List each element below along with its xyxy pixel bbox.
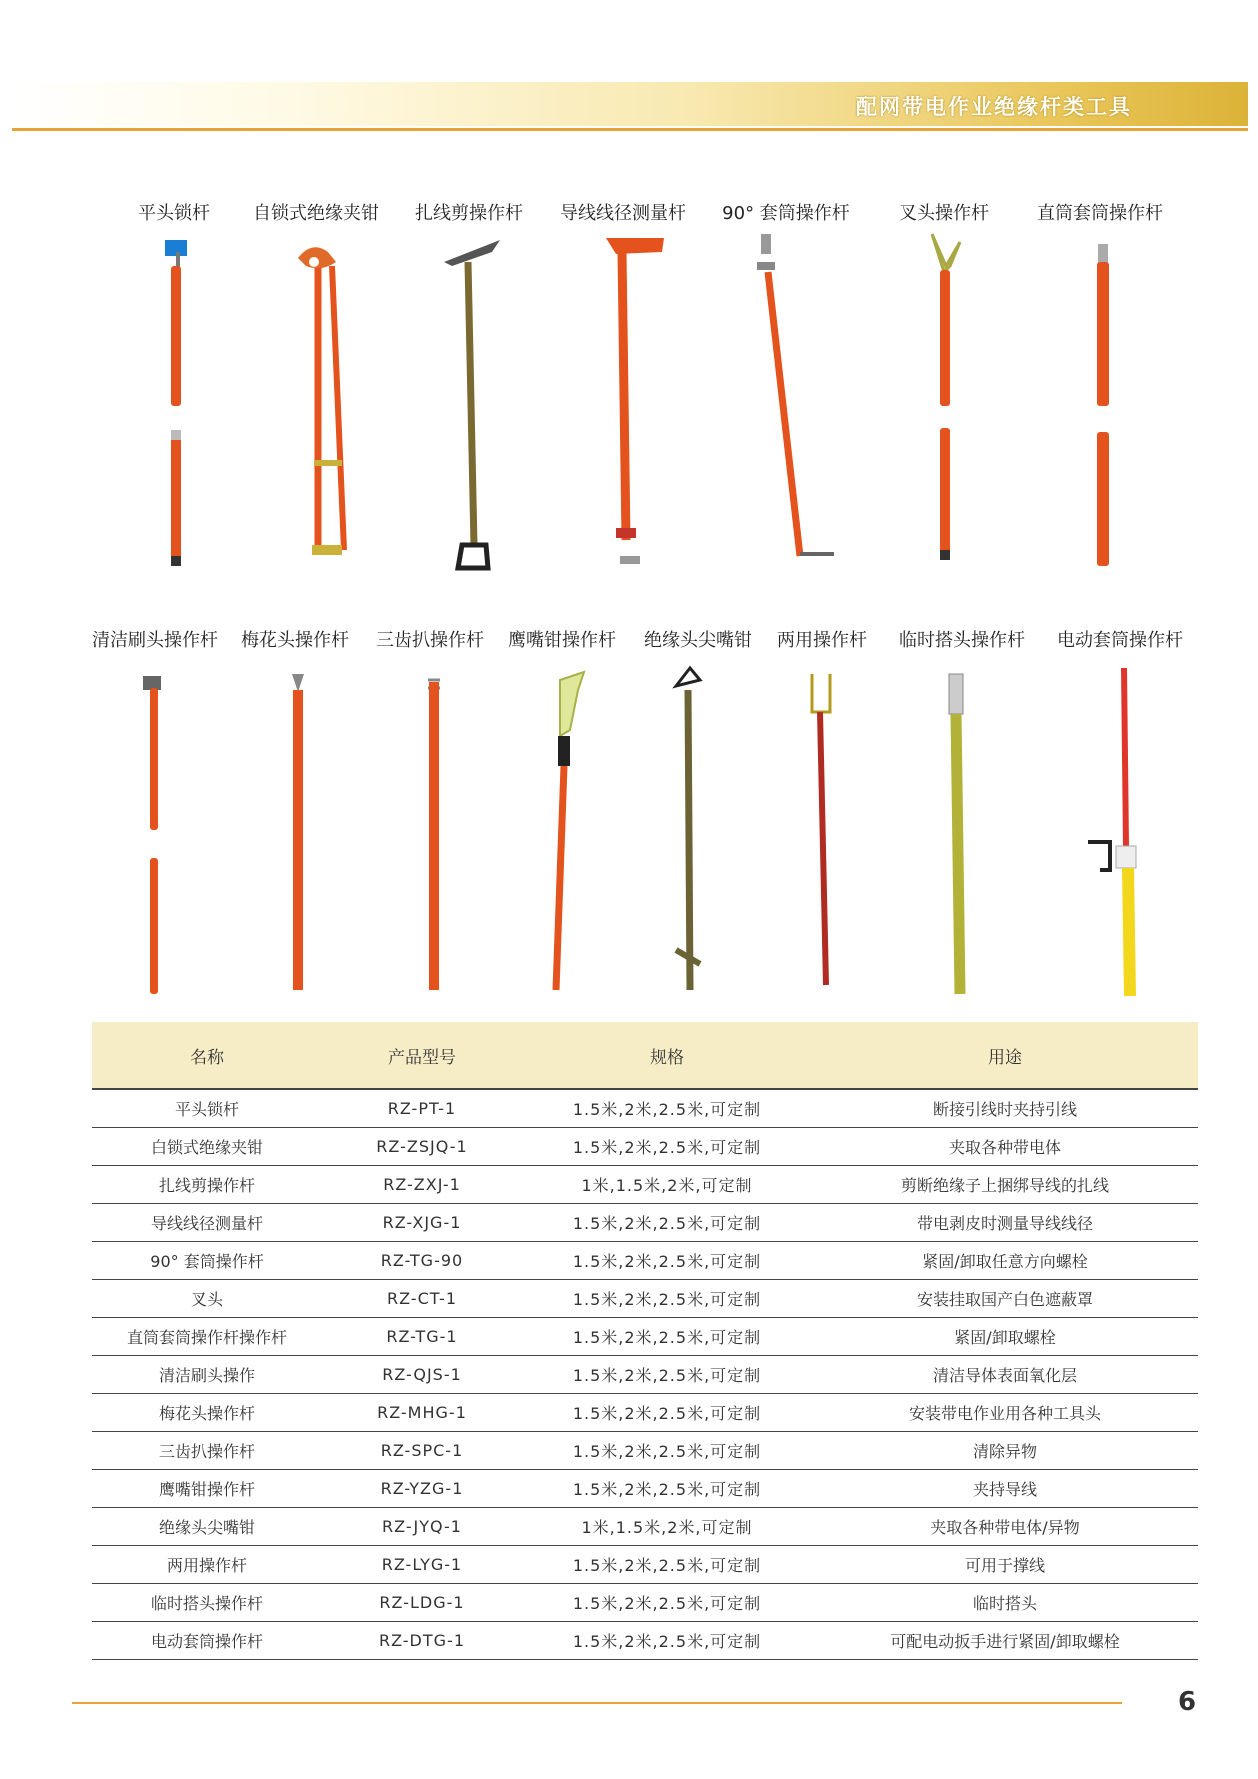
zaxianjian-caozuogan-tool bbox=[444, 240, 500, 568]
cell-spec: 1.5米,2米,2.5米,可定制 bbox=[522, 1242, 812, 1280]
cell-model: RZ-MHG-1 bbox=[322, 1394, 522, 1432]
table-row bbox=[92, 1242, 1198, 1280]
row1-label-pingtou: 平头锁杆 bbox=[138, 203, 210, 224]
chatou-caozuogan-tool bbox=[932, 234, 960, 560]
cell-name: 鹰嘴钳操作杆 bbox=[92, 1470, 322, 1508]
cell-model: RZ-TG-90 bbox=[322, 1242, 522, 1280]
cell-use: 清除异物 bbox=[812, 1432, 1198, 1470]
cell-model: RZ-JYQ-1 bbox=[322, 1508, 522, 1546]
cell-use: 夹取各种带电体 bbox=[812, 1128, 1198, 1166]
qingjie-shuatou-tool bbox=[143, 676, 161, 994]
cell-use: 安装带电作业用各种工具头 bbox=[812, 1394, 1198, 1432]
cell-model: RZ-TG-1 bbox=[322, 1318, 522, 1356]
cell-name: 直筒套筒操作杆操作杆 bbox=[92, 1318, 322, 1356]
table-row bbox=[92, 1394, 1198, 1432]
table-row bbox=[92, 1280, 1198, 1318]
cell-use: 可配电动扳手进行紧固/卸取螺栓 bbox=[812, 1622, 1198, 1660]
liangyong-caozuogan-tool bbox=[812, 674, 830, 985]
cell-model: RZ-XJG-1 bbox=[322, 1204, 522, 1242]
cell-use: 可用于撑线 bbox=[812, 1546, 1198, 1584]
zisuo-jiaqian-tool bbox=[298, 247, 344, 555]
col-header-spec: 规格 bbox=[522, 1022, 812, 1089]
cell-name: 两用操作杆 bbox=[92, 1546, 322, 1584]
cell-spec: 1.5米,2米,2.5米,可定制 bbox=[522, 1584, 812, 1622]
cell-spec: 1.5米,2米,2.5米,可定制 bbox=[522, 1204, 812, 1242]
page-header-title: 配网带电作业绝缘杆类工具 bbox=[856, 95, 1132, 119]
cell-use: 临时搭头 bbox=[812, 1584, 1198, 1622]
row1-label-zhitong: 直筒套筒操作杆 bbox=[1037, 203, 1163, 224]
cell-model: RZ-ZXJ-1 bbox=[322, 1166, 522, 1204]
cell-spec: 1.5米,2米,2.5米,可定制 bbox=[522, 1356, 812, 1394]
row2-label-diandong: 电动套筒操作杆 bbox=[1057, 630, 1183, 651]
table-row bbox=[92, 1089, 1198, 1128]
row1-label-chatou: 叉头操作杆 bbox=[899, 203, 989, 224]
cell-model: RZ-SPC-1 bbox=[322, 1432, 522, 1470]
jueyuan-jianzuiqian-tool bbox=[676, 668, 700, 990]
cell-spec: 1.5米,2米,2.5米,可定制 bbox=[522, 1394, 812, 1432]
cell-use: 夹取各种带电体/异物 bbox=[812, 1508, 1198, 1546]
row1-label-zisuo: 自锁式绝缘夹钳 bbox=[253, 203, 379, 224]
table-row bbox=[92, 1508, 1198, 1546]
cell-spec: 1.5米,2米,2.5米,可定制 bbox=[522, 1622, 812, 1660]
row1-label-celiang: 导线线径测量杆 bbox=[560, 203, 686, 224]
col-header-use: 用途 bbox=[812, 1022, 1198, 1089]
cell-spec: 1.5米,2米,2.5米,可定制 bbox=[522, 1470, 812, 1508]
cell-name: 扎线剪操作杆 bbox=[92, 1166, 322, 1204]
cell-name: 绝缘头尖嘴钳 bbox=[92, 1508, 322, 1546]
table-row bbox=[92, 1546, 1198, 1584]
yingzui-qian-tool bbox=[556, 672, 584, 990]
cell-use: 断接引线时夹持引线 bbox=[812, 1089, 1198, 1128]
col-header-model: 产品型号 bbox=[322, 1022, 522, 1089]
cell-spec: 1.5米,2米,2.5米,可定制 bbox=[522, 1318, 812, 1356]
linshi-datou-tool bbox=[949, 674, 963, 994]
table-header-row bbox=[92, 1022, 1198, 1089]
xianjing-celiang-tool bbox=[606, 238, 664, 564]
table-row bbox=[92, 1128, 1198, 1166]
table-row bbox=[92, 1204, 1198, 1242]
table-row bbox=[92, 1584, 1198, 1622]
row2-label-qingjie: 清洁刷头操作杆 bbox=[92, 630, 218, 651]
spec-table bbox=[92, 1022, 1198, 1660]
cell-spec: 1米,1.5米,2米,可定制 bbox=[522, 1166, 812, 1204]
row1-label-90taotong: 90° 套筒操作杆 bbox=[722, 203, 850, 224]
row2-label-linshi: 临时搭头操作杆 bbox=[899, 630, 1025, 651]
cell-model: RZ-LYG-1 bbox=[322, 1546, 522, 1584]
row2-label-jianzui: 绝缘头尖嘴钳 bbox=[644, 630, 752, 651]
cell-spec: 1.5米,2米,2.5米,可定制 bbox=[522, 1128, 812, 1166]
cell-use: 安装挂取国产白色遮蔽罩 bbox=[812, 1280, 1198, 1318]
cell-name: 三齿扒操作杆 bbox=[92, 1432, 322, 1470]
cell-name: 90° 套筒操作杆 bbox=[92, 1242, 322, 1280]
meihuatou-tool bbox=[292, 674, 304, 990]
row1-label-zaxianjian: 扎线剪操作杆 bbox=[415, 203, 523, 224]
table-row bbox=[92, 1166, 1198, 1204]
cell-use: 剪断绝缘子上捆绑导线的扎线 bbox=[812, 1166, 1198, 1204]
cell-model: RZ-QJS-1 bbox=[322, 1356, 522, 1394]
row2-label-meihua: 梅花头操作杆 bbox=[241, 630, 349, 651]
page-number: 6 bbox=[1178, 1687, 1197, 1717]
cell-use: 清洁导体表面氧化层 bbox=[812, 1356, 1198, 1394]
cell-spec: 1.5米,2米,2.5米,可定制 bbox=[522, 1280, 812, 1318]
table-row bbox=[92, 1318, 1198, 1356]
cell-name: 电动套筒操作杆 bbox=[92, 1622, 322, 1660]
cell-spec: 1.5米,2米,2.5米,可定制 bbox=[522, 1546, 812, 1584]
table-row bbox=[92, 1432, 1198, 1470]
cell-use: 带电剥皮时测量导线线径 bbox=[812, 1204, 1198, 1242]
cell-name: 平头锁杆 bbox=[92, 1089, 322, 1128]
cell-name: 梅花头操作杆 bbox=[92, 1394, 322, 1432]
col-header-name: 名称 bbox=[92, 1022, 322, 1089]
cell-model: RZ-YZG-1 bbox=[322, 1470, 522, 1508]
cell-model: RZ-CT-1 bbox=[322, 1280, 522, 1318]
cell-spec: 1.5米,2米,2.5米,可定制 bbox=[522, 1089, 812, 1128]
cell-name: 临时搭头操作杆 bbox=[92, 1584, 322, 1622]
cell-name: 清洁刷头操作 bbox=[92, 1356, 322, 1394]
pingtou-suogan-tool bbox=[165, 240, 187, 566]
cell-model: RZ-LDG-1 bbox=[322, 1584, 522, 1622]
row2-label-liangyong: 两用操作杆 bbox=[777, 630, 867, 651]
cell-model: RZ-PT-1 bbox=[322, 1089, 522, 1128]
cell-model: RZ-DTG-1 bbox=[322, 1622, 522, 1660]
zhitong-taotong-tool bbox=[1097, 244, 1109, 566]
table-row bbox=[92, 1356, 1198, 1394]
cell-name: 叉头 bbox=[92, 1280, 322, 1318]
diandong-taotong-tool bbox=[1088, 668, 1136, 996]
table-row bbox=[92, 1622, 1198, 1660]
cell-name: 白锁式绝缘夹钳 bbox=[92, 1128, 322, 1166]
footer-divider bbox=[72, 1702, 1122, 1704]
cell-use: 紧固/卸取任意方向螺栓 bbox=[812, 1242, 1198, 1280]
90-taotong-tool bbox=[757, 234, 834, 556]
row2-label-yingzui: 鹰嘴钳操作杆 bbox=[508, 630, 616, 651]
table-row bbox=[92, 1470, 1198, 1508]
cell-model: RZ-ZSJQ-1 bbox=[322, 1128, 522, 1166]
cell-spec: 1.5米,2米,2.5米,可定制 bbox=[522, 1432, 812, 1470]
cell-use: 夹持导线 bbox=[812, 1470, 1198, 1508]
cell-spec: 1米,1.5米,2米,可定制 bbox=[522, 1508, 812, 1546]
cell-use: 紧固/卸取螺栓 bbox=[812, 1318, 1198, 1356]
row2-label-sanchi: 三齿扒操作杆 bbox=[376, 630, 484, 651]
cell-name: 导线线径测量杆 bbox=[92, 1204, 322, 1242]
sanchi-pa-tool bbox=[428, 680, 440, 990]
